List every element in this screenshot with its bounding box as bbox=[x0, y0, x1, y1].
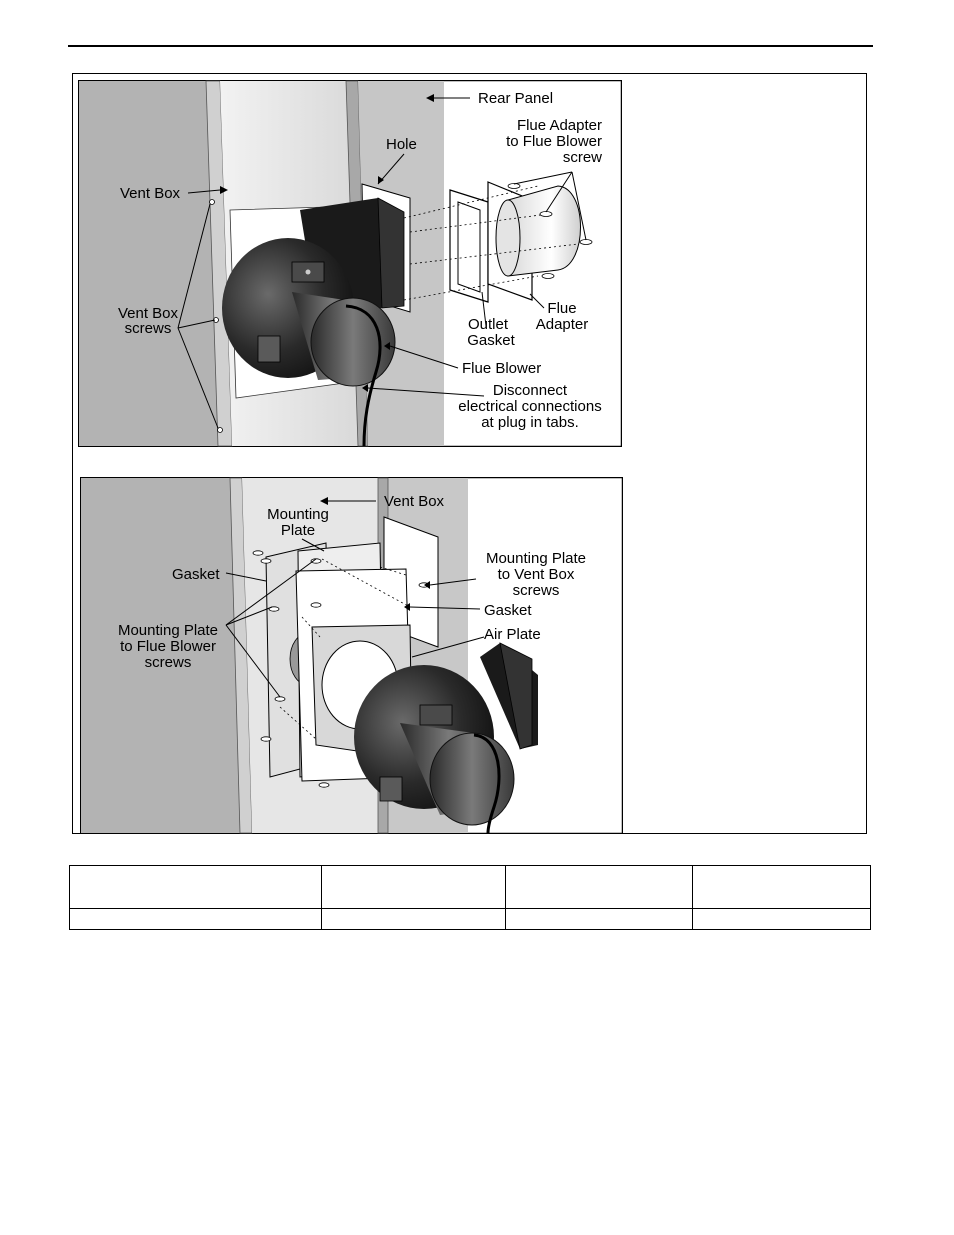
table-header-cell bbox=[322, 866, 506, 909]
label-air-plate: Air Plate bbox=[484, 626, 541, 643]
label-flue-adapter-1: Flue bbox=[547, 300, 577, 317]
label-mp-flue-blower-screws-2: to Flue Blower bbox=[120, 638, 216, 655]
label-disconnect-2: electrical connections bbox=[458, 398, 602, 415]
table-cell bbox=[506, 909, 693, 930]
adapter-screw bbox=[508, 184, 520, 189]
label-disconnect-3: at plug in tabs. bbox=[481, 414, 579, 431]
vent-box-screw bbox=[210, 200, 215, 205]
label-mounting-plate-2: Plate bbox=[280, 522, 316, 539]
table-header-row bbox=[70, 866, 871, 909]
flue-blower-removal-diagram bbox=[78, 80, 622, 447]
label-vent-box-screws-1: Vent Box bbox=[117, 305, 179, 322]
label-mounting-plate-1: Mounting bbox=[267, 506, 329, 523]
label-vent-box: Vent Box bbox=[384, 493, 445, 510]
side-wall bbox=[79, 81, 218, 446]
label-rear-panel: Rear Panel bbox=[478, 90, 554, 107]
table-row bbox=[70, 909, 871, 930]
vent-box-screw bbox=[218, 428, 223, 433]
adapter-screw bbox=[580, 240, 592, 245]
label-vent-box: Vent Box bbox=[120, 185, 181, 202]
table-cell bbox=[70, 909, 322, 930]
table-header-cell bbox=[70, 866, 322, 909]
vent-box-disassembly-diagram bbox=[80, 477, 623, 834]
spec-table bbox=[69, 865, 871, 930]
label-flue-adapter-2: Adapter bbox=[535, 316, 589, 333]
label-gasket-right: Gasket bbox=[484, 602, 532, 619]
table-header-cell bbox=[693, 866, 871, 909]
table-cell bbox=[322, 909, 506, 930]
flue-blower-motor bbox=[430, 733, 514, 825]
label-mp-vent-box-screws-2: to Vent Box bbox=[497, 566, 575, 583]
table-cell bbox=[693, 909, 871, 930]
label-mp-flue-blower-screws-3: screws bbox=[144, 654, 192, 671]
screw bbox=[261, 737, 271, 741]
header-rule bbox=[68, 45, 873, 47]
adapter-screw bbox=[540, 212, 552, 217]
label-disconnect-1: Disconnect bbox=[492, 382, 568, 399]
adapter-screw bbox=[542, 274, 554, 279]
label-mp-flue-blower-screws-1: Mounting Plate bbox=[117, 622, 219, 639]
label-mp-vent-box-screws-1: Mounting Plate bbox=[485, 550, 587, 567]
label-outlet-gasket-1: Outlet bbox=[467, 316, 509, 333]
screw bbox=[275, 697, 285, 701]
label-outlet-gasket-2: Gasket bbox=[467, 332, 515, 349]
label-mp-vent-box-screws-3: screws bbox=[512, 582, 560, 599]
label-flue-adapter-screw-3: screw bbox=[562, 149, 602, 166]
label-gasket-left: Gasket bbox=[172, 566, 220, 583]
flue-blower-motor bbox=[311, 298, 395, 386]
label-vent-box-screws-2: screws bbox=[124, 320, 172, 337]
label-flue-blower: Flue Blower bbox=[462, 360, 542, 377]
label-flue-adapter-screw-1: Flue Adapter bbox=[516, 117, 602, 134]
screw bbox=[253, 551, 263, 555]
label-hole: Hole bbox=[386, 136, 417, 153]
screw bbox=[261, 559, 271, 563]
table-header-cell bbox=[506, 866, 693, 909]
label-flue-adapter-screw-2: to Flue Blower bbox=[506, 133, 602, 150]
screw bbox=[319, 783, 329, 787]
screw bbox=[311, 603, 321, 607]
